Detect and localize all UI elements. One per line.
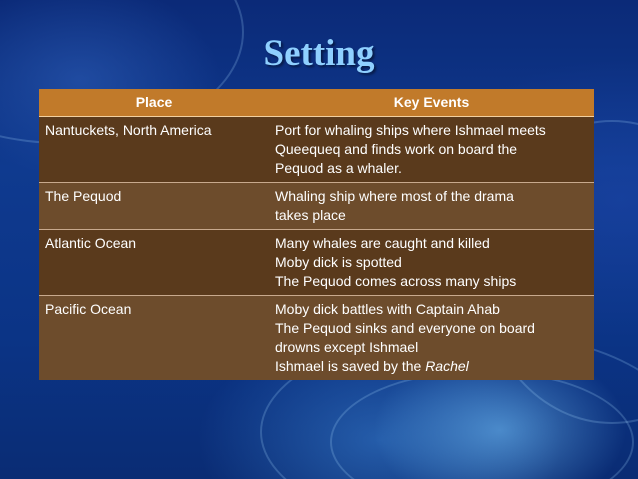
events-cell [269, 296, 594, 381]
table-row [39, 230, 594, 296]
event-line: The Pequod comes across many ships [275, 273, 517, 289]
ship-name-emphasis: Rachel [425, 358, 469, 374]
event-line: Queequeq and finds work on board the [275, 141, 518, 157]
event-line: drowns except Ishmael [275, 339, 419, 355]
table-header-row [39, 89, 594, 117]
event-line: takes place [275, 207, 346, 223]
event-line: Pequod as a whaler. [275, 160, 402, 176]
event-line: The Pequod sinks and everyone on board [275, 320, 535, 336]
place-cell: Nantuckets, North America [39, 117, 269, 183]
event-line: Whaling ship where most of the drama [275, 188, 514, 204]
event-line: Moby dick is spotted [275, 254, 402, 270]
setting-table [39, 89, 594, 380]
events-cell [269, 117, 594, 183]
place-cell: The Pequod [39, 183, 269, 230]
slide-title: Setting [263, 33, 375, 74]
table-row [39, 296, 594, 381]
event-text: Ishmael is saved by the [275, 358, 422, 374]
place-cell: Pacific Ocean [39, 296, 269, 381]
table-row [39, 183, 594, 230]
event-line: Many whales are caught and killed [275, 235, 490, 251]
event-line [275, 357, 590, 376]
table-row [39, 117, 594, 183]
events-cell [269, 183, 594, 230]
events-cell [269, 230, 594, 296]
column-header-place: Place [39, 89, 269, 117]
event-line: Moby dick battles with Captain Ahab [275, 301, 500, 317]
event-line: Port for whaling ships where Ishmael meets [275, 122, 546, 138]
column-header-key-events: Key Events [269, 89, 594, 117]
place-cell: Atlantic Ocean [39, 230, 269, 296]
